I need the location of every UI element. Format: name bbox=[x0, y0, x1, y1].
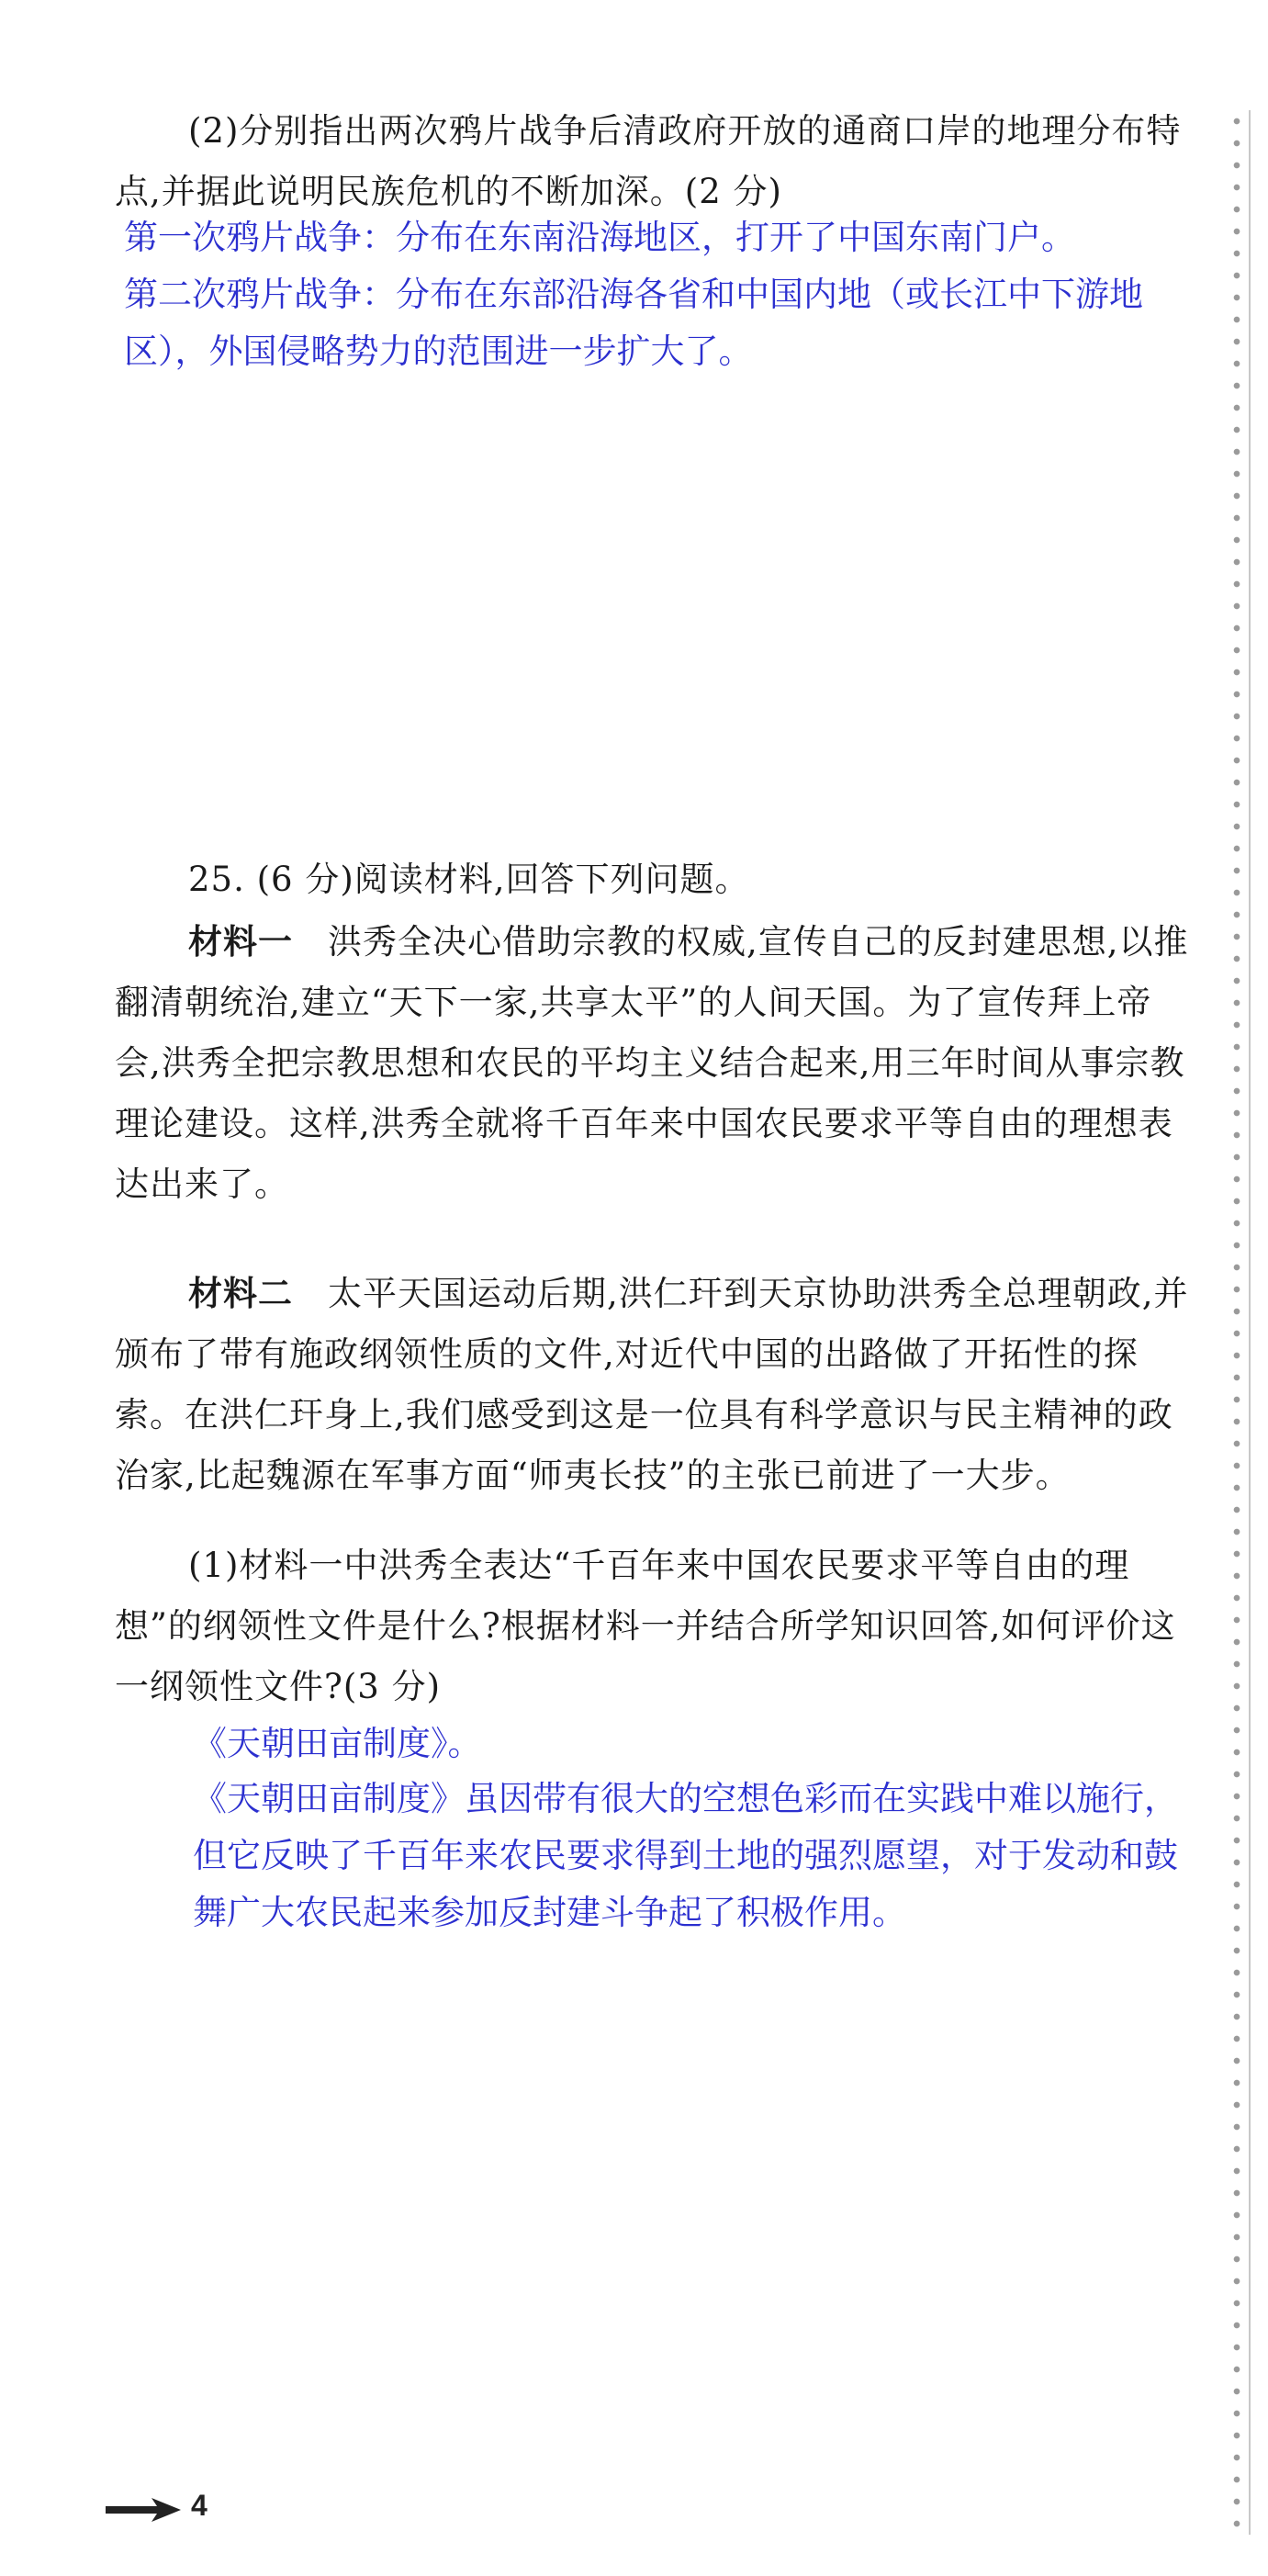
material-1-label: 材料一 bbox=[188, 921, 293, 962]
material-1 bbox=[115, 911, 1194, 1215]
question-25-heading: 25. (6 分)阅读材料,回答下列问题。 bbox=[188, 860, 750, 899]
material-1-text: 洪秀全决心借助宗教的权威,宣传自己的反封建思想,以推翻清朝统治,建立“天下一家,共享太平”的人间天国。为了宣传拜上帝会,洪秀全把宗教思想和农民的平均主义结合起来,用三年时间从事宗教理论建设。这样,洪秀全就将千百年来中国农民要求平等自由的理想表达出来了。 bbox=[115, 922, 1189, 1204]
question-25-part-1: (1)材料一中洪秀全表达“千百年来中国农民要求平等自由的理想”的纲领性文件是什么?根据材料一并结合所学知识回答,如何评价这一纲领性文件?(3 分) bbox=[115, 1546, 1176, 1706]
answer-document-name: 《天朝田亩制度》。 bbox=[193, 1724, 482, 1763]
binding-edge-dots bbox=[1229, 110, 1245, 2535]
material-2-text: 太平天国运动后期,洪仁玕到天京协助洪秀全总理朝政,并颁布了带有施政纲领性质的文件,对近代中国的出路做了开拓性的探索。在洪仁玕身上,我们感受到这是一位具有科学意识与民主精神的政治家,比起魏源在军事方面“师夷长技”的主张已前进了一大步。 bbox=[115, 1274, 1189, 1495]
material-2-label: 材料二 bbox=[188, 1273, 293, 1313]
page-number: 4 bbox=[191, 2489, 208, 2522]
question-24-part-2: (2)分别指出两次鸦片战争后清政府开放的通商口岸的地理分布特点,并据此说明民族危机的不断加深。(2 分) bbox=[115, 111, 1182, 211]
arrow-right-icon bbox=[106, 2496, 181, 2524]
answer-document-evaluation: 《天朝田亩制度》虽因带有很大的空想色彩而在实践中难以施行，但它反映了千百年来农民要求得到土地的强烈愿望，对于发动和鼓舞广大农民起来参加反封建斗争起了积极作用。 bbox=[193, 1779, 1178, 1932]
material-2 bbox=[115, 1263, 1194, 1506]
binding-edge-line bbox=[1249, 110, 1251, 2535]
answer-second-opium-war: 第二次鸦片战争：分布在东部沿海各省和中国内地（或长江中下游地区），外国侵略势力的范围进一步扩大了。 bbox=[124, 275, 1143, 371]
answer-first-opium-war: 第一次鸦片战争：分布在东南沿海地区，打开了中国东南门户。 bbox=[124, 218, 1075, 257]
